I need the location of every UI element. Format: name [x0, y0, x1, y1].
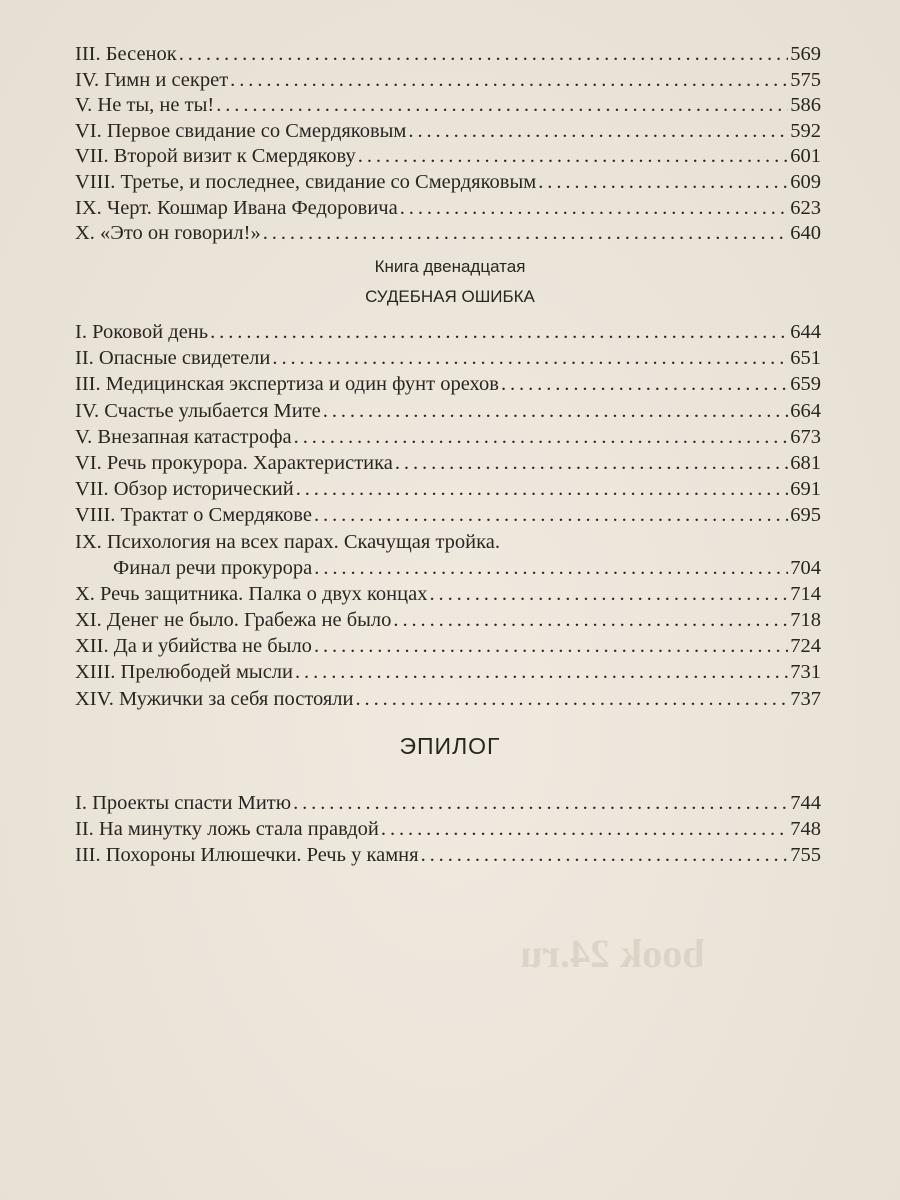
entry-title: XIII. Прелюбодей мысли — [75, 661, 293, 684]
entry-page: 731 — [790, 661, 821, 684]
toc-entry — [75, 607, 821, 633]
bleed-through-logo: book 24.ru — [520, 931, 705, 976]
dot-leader — [314, 633, 788, 659]
entry-page: 664 — [790, 399, 821, 422]
entry-page: 724 — [790, 635, 821, 658]
dot-leader — [395, 450, 788, 476]
toc-section-epilogue — [75, 790, 821, 869]
toc-entry — [75, 170, 821, 196]
toc-entry — [75, 93, 821, 119]
dot-leader — [381, 816, 788, 842]
toc-entry — [75, 68, 821, 94]
book-title: СУДЕБНАЯ ОШИБКА — [365, 287, 535, 306]
entry-title: IV. Гимн и секрет — [75, 68, 229, 91]
entry-page: 659 — [790, 373, 821, 396]
entry-page: 673 — [790, 425, 821, 448]
toc-entry — [75, 633, 821, 659]
dot-leader — [323, 398, 788, 424]
entry-title: IX. Черт. Кошмар Ивана Федоровича — [75, 196, 398, 219]
entry-page: 592 — [790, 119, 821, 142]
entry-title-continuation: Финал речи прокурора — [113, 556, 313, 579]
toc-section-1 — [75, 42, 821, 247]
toc-entry — [75, 144, 821, 170]
dot-leader — [501, 371, 788, 397]
dot-leader — [421, 842, 789, 868]
dot-leader — [230, 68, 788, 94]
dot-leader — [400, 196, 789, 222]
entry-title: IV. Счастье улыбается Мите — [75, 399, 321, 422]
toc-entry — [75, 581, 821, 607]
dot-leader — [358, 144, 788, 170]
entry-page: 755 — [790, 844, 821, 867]
dot-leader — [272, 345, 788, 371]
entry-page: 601 — [790, 145, 821, 168]
entry-title: V. Внезапная катастрофа — [75, 425, 292, 448]
entry-page: 737 — [790, 687, 821, 710]
dot-leader — [210, 319, 788, 345]
toc-entry — [75, 42, 821, 68]
entry-page: 623 — [790, 196, 821, 219]
entry-page: 704 — [790, 556, 821, 579]
entry-page: 714 — [790, 582, 821, 605]
toc-entry — [75, 371, 821, 397]
entry-page: 575 — [790, 68, 821, 91]
dot-leader — [293, 790, 788, 816]
toc-section-book-12 — [75, 319, 821, 712]
toc-entry — [75, 319, 821, 345]
entry-title: VI. Речь прокурора. Характеристика — [75, 451, 393, 474]
entry-page: 644 — [790, 321, 821, 343]
entry-title: VIII. Трактат о Смердякове — [75, 504, 312, 527]
entry-title: III. Бесенок — [75, 43, 177, 65]
entry-title: V. Не ты, не ты! — [75, 94, 215, 117]
entry-page: 651 — [790, 347, 821, 370]
dot-leader — [429, 581, 788, 607]
entry-title: XII. Да и убийства не было — [75, 635, 312, 658]
toc-entry — [75, 398, 821, 424]
entry-page: 691 — [790, 478, 821, 501]
entry-page: 586 — [790, 94, 821, 117]
toc-entry — [75, 686, 821, 712]
dot-leader — [263, 221, 789, 247]
dot-leader — [393, 607, 788, 633]
dot-leader — [356, 686, 789, 712]
dot-leader — [314, 502, 788, 528]
toc-entry — [75, 196, 821, 222]
entry-page: 748 — [790, 818, 821, 841]
entry-title: VIII. Третье, и последнее, свидание со Смердяковым — [75, 170, 537, 193]
entry-page: 640 — [790, 222, 821, 245]
dot-leader — [294, 424, 789, 450]
entry-title: X. «Это он говорил!» — [75, 222, 261, 245]
toc-entry — [75, 119, 821, 145]
entry-page: 695 — [790, 504, 821, 527]
toc-entry — [75, 424, 821, 450]
entry-title: II. На минутку ложь стала правдой — [75, 818, 379, 841]
epilogue-title: ЭПИЛОГ — [399, 733, 501, 759]
dot-leader — [216, 93, 788, 119]
dot-leader — [179, 42, 789, 68]
entry-page: 609 — [790, 170, 821, 193]
toc-entry — [75, 450, 821, 476]
entry-title: VI. Первое свидание со Смердяковым — [75, 119, 407, 142]
toc-entry — [75, 529, 821, 555]
book-label: Книга двенадцатая — [374, 257, 526, 276]
dot-leader — [295, 659, 788, 685]
entry-title: XIV. Мужички за себя постояли — [75, 687, 354, 710]
entry-title: VII. Обзор исторический — [75, 478, 294, 501]
dot-leader — [408, 119, 788, 145]
entry-title: IX. Психология на всех парах. Скачущая тройка. — [75, 530, 500, 553]
entry-title: VII. Второй визит к Смердякову — [75, 145, 356, 168]
toc-entry — [75, 502, 821, 528]
toc-entry — [75, 659, 821, 685]
dot-leader — [296, 476, 789, 502]
entry-title: XI. Денег не было. Грабежа не было — [75, 609, 392, 632]
entry-page: 718 — [790, 609, 821, 632]
entry-page: 681 — [790, 451, 821, 474]
entry-title: X. Речь защитника. Палка о двух концах — [75, 582, 428, 605]
toc-entry — [75, 816, 821, 842]
entry-page: 569 — [790, 43, 821, 65]
entry-title: II. Опасные свидетели — [75, 347, 271, 370]
entry-title: I. Проекты спасти Митю — [75, 792, 292, 814]
toc-entry — [75, 345, 821, 371]
entry-page: 744 — [790, 792, 821, 814]
toc-entry-continuation — [75, 555, 821, 581]
entry-title: I. Роковой день — [75, 321, 209, 343]
dot-leader — [314, 555, 788, 581]
toc-entry — [75, 842, 821, 868]
entry-title: III. Медицинская экспертиза и один фунт орехов — [75, 373, 499, 396]
dot-leader — [538, 170, 788, 196]
entry-title: III. Похороны Илюшечки. Речь у камня — [75, 844, 419, 867]
toc-entry — [75, 476, 821, 502]
toc-entry — [75, 790, 821, 816]
toc-entry — [75, 221, 821, 247]
